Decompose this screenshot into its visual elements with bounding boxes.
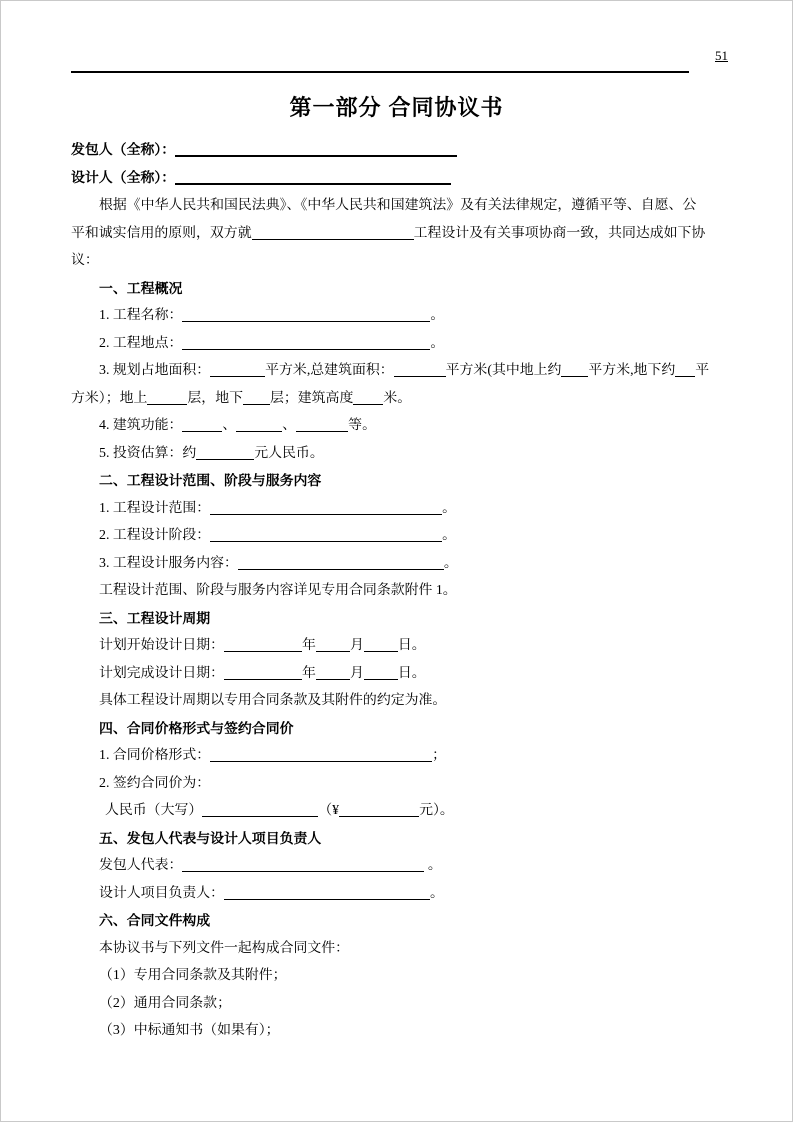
text-run: 。 bbox=[430, 885, 444, 901]
planned-start-date-line bbox=[71, 632, 722, 660]
text-run: 四、合同价格形式与签约合同价 bbox=[99, 719, 294, 736]
price-form-item bbox=[71, 742, 722, 770]
blank-field bbox=[296, 419, 348, 432]
blank-field bbox=[147, 392, 187, 405]
section-2-heading bbox=[71, 467, 722, 495]
text-run: 平方米(其中地上约 bbox=[445, 363, 562, 378]
text-run: 元）。 bbox=[419, 803, 454, 818]
text-run: ； bbox=[432, 748, 447, 763]
text-run: 平方米,地下约 bbox=[588, 363, 676, 378]
text-run: 年 bbox=[302, 665, 316, 681]
contract-doc-1 bbox=[71, 962, 722, 990]
contract-doc-2 bbox=[71, 990, 722, 1018]
text-run: 层，地下 bbox=[187, 390, 243, 406]
text-run: 工程设计范围、阶段与服务内容详见专用合同条款附件 1。 bbox=[99, 583, 457, 598]
blank-field bbox=[182, 419, 222, 432]
text-run: 设计人项目负责人： bbox=[99, 885, 225, 901]
text-run: 层；建筑高度 bbox=[269, 390, 354, 406]
text-run: 根据《中华人民共和国民法典》、《中华人民共和国建筑法》及有关法律规定，遵循平等、自愿、公 bbox=[99, 198, 697, 213]
text-run: 月 bbox=[349, 665, 364, 681]
design-stage-item bbox=[71, 522, 722, 550]
text-run: 月 bbox=[349, 638, 364, 653]
project-area-item-line-1 bbox=[71, 357, 722, 385]
text-run: 计划完成设计日期： bbox=[99, 665, 225, 681]
text-run: 本协议书与下列文件一起构成合同文件： bbox=[99, 940, 350, 956]
text-run: 人民币（大写） bbox=[105, 803, 203, 818]
blank-field bbox=[364, 639, 398, 652]
header-rule bbox=[71, 71, 689, 73]
employer-name-line bbox=[71, 137, 722, 165]
blank-field bbox=[224, 667, 302, 680]
blank-field bbox=[210, 529, 442, 542]
blank-field bbox=[316, 667, 350, 680]
text-run: 三、工程设计周期 bbox=[99, 609, 211, 626]
contract-documents-intro bbox=[71, 935, 722, 963]
text-run: 平方米,总建筑面积： bbox=[265, 363, 394, 378]
text-run: 年 bbox=[302, 638, 316, 653]
design-scope-item bbox=[71, 495, 722, 523]
blank-field bbox=[224, 887, 430, 900]
page-title: 第一部分 合同协议书 bbox=[289, 95, 504, 120]
text-run: 2. 签约合同价为： bbox=[99, 775, 211, 791]
text-run: 日。 bbox=[397, 638, 426, 653]
text-run: 、 bbox=[282, 418, 297, 433]
text-run: 议： bbox=[71, 253, 99, 268]
design-scope-note bbox=[71, 577, 722, 605]
blank-field bbox=[202, 804, 318, 817]
content bbox=[71, 137, 722, 1045]
text-run: 。 bbox=[430, 308, 445, 323]
blank-field bbox=[210, 749, 432, 762]
blank-field bbox=[394, 364, 446, 377]
planned-finish-date-line bbox=[71, 660, 722, 688]
blank-field bbox=[675, 364, 695, 377]
text-run: 1. 工程设计范围： bbox=[99, 500, 211, 516]
text-run: 二、工程设计范围、阶段与服务内容 bbox=[99, 472, 322, 488]
text-run: 计划开始设计日期： bbox=[99, 638, 225, 653]
project-name-item bbox=[71, 302, 722, 330]
text-run: 平 bbox=[695, 363, 710, 378]
blank-field bbox=[196, 447, 254, 460]
text-run: 3. 规划占地面积： bbox=[99, 363, 211, 378]
employer-representative-line bbox=[71, 852, 722, 880]
price-amount-line bbox=[71, 797, 722, 825]
text-run: 5. 投资估算：约 bbox=[99, 445, 197, 461]
blank-field bbox=[243, 392, 270, 405]
project-area-item-line-2 bbox=[71, 385, 722, 413]
text-run: 工程设计及有关事项协商一致，共同达成如下协 bbox=[413, 225, 706, 241]
contract-doc-3 bbox=[71, 1017, 722, 1045]
page-number: 51 bbox=[715, 48, 728, 63]
text-run: 具体工程设计周期以专用合同条款及其附件的约定为准。 bbox=[99, 693, 447, 708]
text-run: （3）中标通知书（如果有）； bbox=[99, 1023, 280, 1038]
blank-field bbox=[210, 364, 265, 377]
blank-field bbox=[210, 502, 442, 515]
text-run: 。 bbox=[442, 528, 457, 543]
section-6-heading bbox=[71, 907, 722, 935]
text-run: （1）专用合同条款及其附件； bbox=[99, 968, 287, 983]
investment-estimate-item bbox=[71, 440, 722, 468]
blank-field bbox=[364, 667, 398, 680]
text-run: 等。 bbox=[348, 418, 376, 433]
text-run: 平和诚实信用的原则，双方就 bbox=[71, 225, 252, 241]
text-run: 方米）；地上 bbox=[71, 390, 148, 406]
text-run: 五、发包人代表与设计人项目负责人 bbox=[99, 829, 322, 846]
designer-name-line bbox=[71, 165, 722, 193]
blank-field bbox=[238, 557, 444, 570]
section-3-heading bbox=[71, 605, 722, 633]
blank-field bbox=[353, 392, 383, 405]
blank-field bbox=[236, 419, 282, 432]
blank-field bbox=[182, 309, 430, 322]
text-run: （¥ bbox=[318, 803, 340, 818]
building-function-item bbox=[71, 412, 722, 440]
blank-field bbox=[561, 364, 588, 377]
design-service-item bbox=[71, 550, 722, 578]
text-run: 3. 工程设计服务内容： bbox=[99, 555, 238, 571]
preamble-line-3 bbox=[71, 247, 722, 275]
text-run: 、 bbox=[222, 418, 237, 433]
blank-field bbox=[316, 639, 350, 652]
section-4-heading bbox=[71, 715, 722, 743]
blank-field bbox=[175, 171, 451, 185]
section-1-heading bbox=[71, 275, 722, 303]
text-run: 日。 bbox=[397, 665, 426, 681]
section-5-heading bbox=[71, 825, 722, 853]
text-run: 1. 合同价格形式： bbox=[99, 748, 211, 763]
contract-price-item bbox=[71, 770, 722, 798]
text-run: 。 bbox=[424, 858, 442, 873]
text-run: 1. 工程名称： bbox=[99, 308, 183, 323]
project-location-item bbox=[71, 330, 722, 358]
text-run: 发包人（全称）： bbox=[71, 143, 176, 158]
blank-field bbox=[339, 804, 419, 817]
text-run: 。 bbox=[443, 555, 458, 571]
text-run: 六、合同文件构成 bbox=[99, 912, 211, 928]
text-run: 。 bbox=[430, 335, 445, 351]
text-run: （2）通用合同条款； bbox=[99, 995, 231, 1011]
text-run: 2. 工程设计阶段： bbox=[99, 528, 211, 543]
preamble-line-2 bbox=[71, 220, 722, 248]
blank-field bbox=[252, 227, 414, 240]
text-run: 一、工程概况 bbox=[99, 279, 183, 296]
design-period-note bbox=[71, 687, 722, 715]
text-run: 元人民币。 bbox=[254, 445, 324, 461]
blank-field bbox=[182, 337, 430, 350]
text-run: 米。 bbox=[383, 390, 412, 406]
text-run: 4. 建筑功能： bbox=[99, 418, 183, 433]
preamble-line-1 bbox=[71, 192, 722, 220]
blank-field bbox=[175, 143, 457, 157]
blank-field bbox=[182, 859, 424, 872]
text-run: 。 bbox=[442, 500, 457, 516]
text-run: 2. 工程地点： bbox=[99, 335, 183, 351]
text-run: 发包人代表： bbox=[99, 858, 183, 873]
blank-field bbox=[224, 639, 302, 652]
designer-manager-line bbox=[71, 880, 722, 908]
text-run: 设计人（全称）： bbox=[71, 170, 176, 186]
